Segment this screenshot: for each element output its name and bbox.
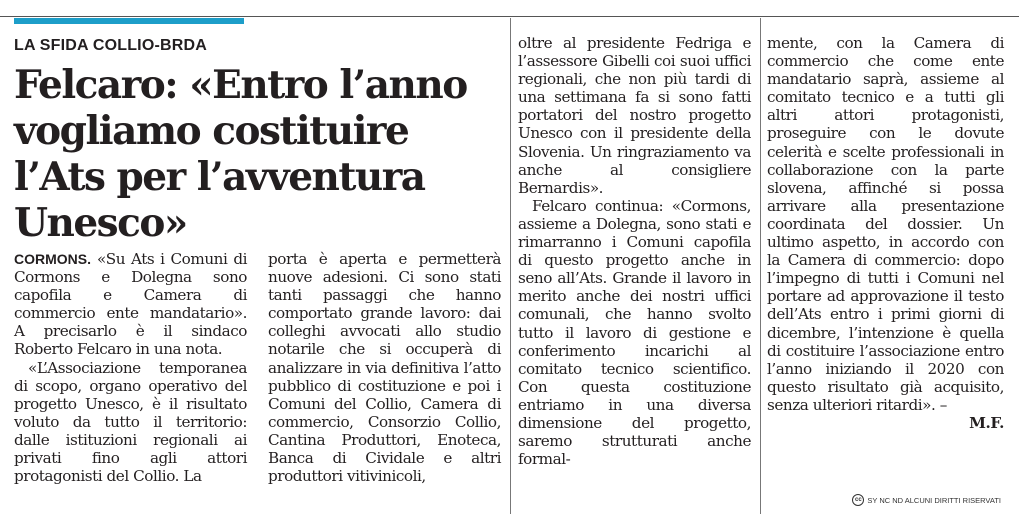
top-rule: [0, 16, 1019, 17]
kicker: LA SFIDA COLLIO-BRDA: [14, 37, 208, 54]
column-divider: [760, 18, 761, 514]
headline: Felcaro: «Entro l’anno vogliamo costituire l’Ats per l’avventura Unesco»: [14, 62, 467, 246]
license-footer: [852, 494, 1001, 506]
author-signature: M.F.: [969, 413, 1004, 432]
paragraph: mente, con la Camera di commercio che come ente mandatario saprà, assieme al comitato tecnico e a tutti gli altri attori protagonisti, proseguire con le dovute celerità e scelte professionali in collaborazione con la parte slovena, affinché si possa arrivare alla presentazione coordinata del dossier. Un ultimo aspetto, in accordo con la Camera di commercio: dopo l’impegno di tutti i Comuni nel portare ad approvazione il testo dell’Ats entro i primi giorni di dicembre, l’intenzione è quella di costituire l’associazione entro l’anno iniziando il 2020 con questo risultato già acquisito, senza ulteriori ritardi». –: [767, 34, 1004, 414]
column-divider: [510, 18, 511, 514]
paragraph-text: «Su Ats i Comuni di Cormons e Dolegna sono capofila e Camera di commercio ente mandatario». A precisarlo è il sindaco Roberto Felcaro in una nota.: [14, 250, 247, 359]
section-accent-bar: [14, 18, 244, 24]
dateline: CORMONS.: [14, 251, 91, 267]
article-column-2: [268, 250, 501, 485]
paragraph: porta è aperta e permetterà nuove adesioni. Ci sono stati tanti passaggi che hanno comportato grande lavoro: dai colleghi avvocati allo studio notarile che si occuperà di analizzare in via definitiva l’atto pubblico di costituzione e poi i Comuni del Collio, Camera di commercio, Consorzio Collio, Cantina Produttori, Enoteca, Banca di Cividale e altri produttori vitivinicoli,: [268, 250, 501, 486]
cc-icon: cc: [852, 494, 864, 506]
license-text: SY NC ND ALCUNI DIRITTI RISERVATI: [867, 495, 1001, 505]
article-column-3: [518, 34, 751, 468]
paragraph: oltre al presidente Fedriga e l’assessore Gibelli coi suoi uffici regionali, che non più tardi di una settimana fa si sono fatti portatori del nostro progetto Unesco con il presidente della Slovenia. Un ringraziamento va anche al consigliere Bernardis».: [518, 34, 751, 197]
paragraph: «L’Associazione temporanea di scopo, organo operativo del progetto Unesco, è il risultato voluto da tutto il territorio: dalle istituzioni regionali ai privati fino agli attori protagonisti del Collio. La: [14, 358, 247, 486]
article-column-4: [767, 34, 1004, 432]
paragraph: Felcaro continua: «Cormons, assieme a Dolegna, sono stati e rimarranno i Comuni capofila di questo progetto anche in seno all’Ats. Grande il lavoro in merito anche dei nostri uffici comunali, che hanno svolto tutto il lavoro di gestione e conferimento incarichi al comitato tecnico scientifico. Con questa costituzione entriamo in una diversa dimensione del progetto, saremo strutturati anche formal-: [518, 196, 751, 469]
paragraph: [14, 250, 247, 359]
article-column-1: [14, 250, 247, 485]
